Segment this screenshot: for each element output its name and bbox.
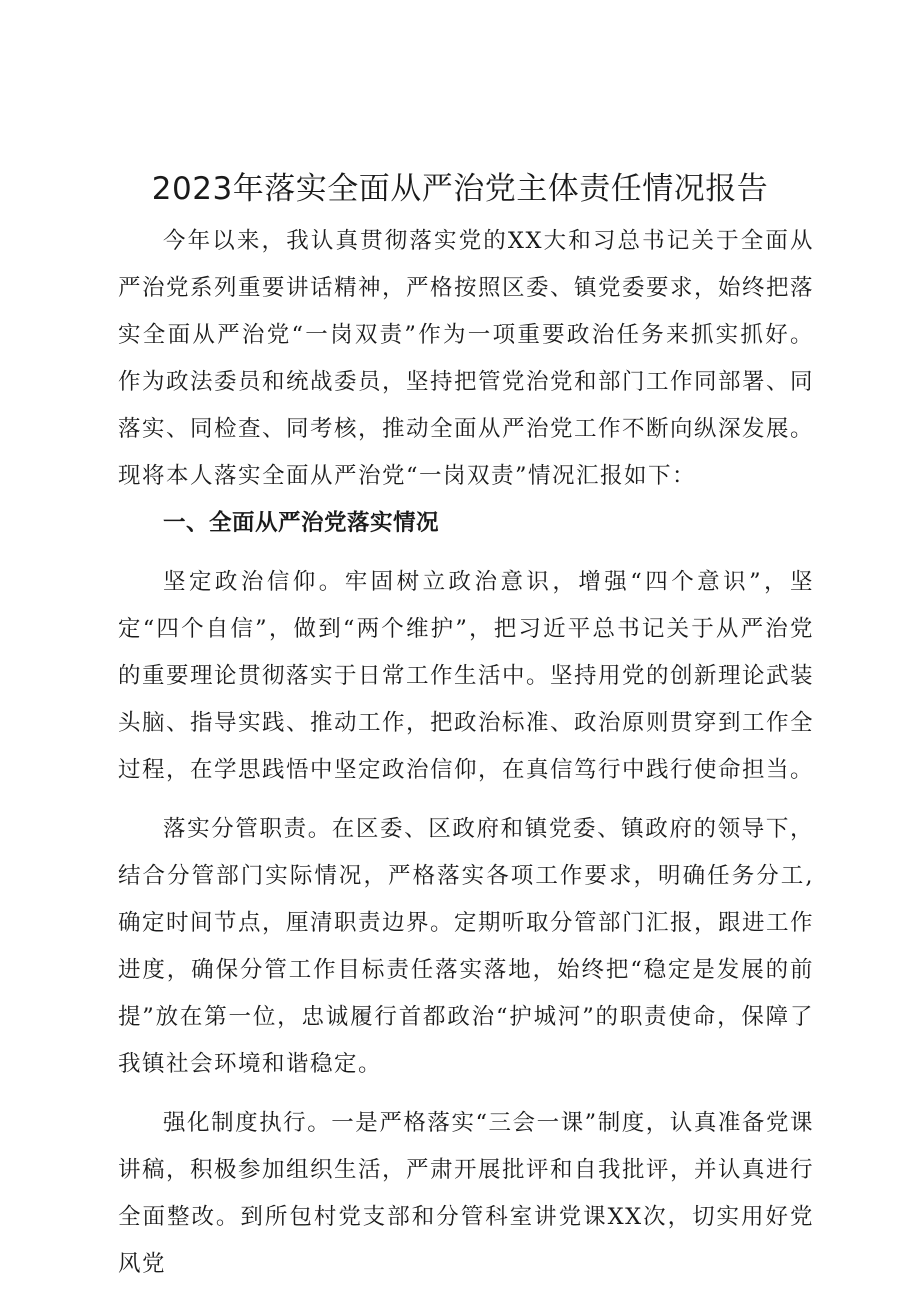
document-title: 2023年落实全面从严治党主体责任情况报告 (151, 171, 769, 207)
paragraph-political-belief: 坚定政治信仰。牢固树立政治意识，增强“四个意识”，坚定“四个自信”，做到“两个维护”，把习近平总书记关于从严治党的重要理论贯彻落实于日常工作生活中。坚持用党的创新理论武装头脑、指导实践、推动工作，把政治标准、政治原则贯穿到工作全过程，在学思践悟中坚定政治信仰，在真信笃行中践行使命担当。 (118, 569, 815, 783)
intro-paragraph: 今年以来，我认真贯彻落实党的XX大和习总书记关于全面从严治党系列重要讲话精神，严格按照区委、镇党委要求，始终把落实全面从严治党“一岗双责”作为一项重要政治任务来抓实抓好。作为政法委员和统战委员，坚持把管党治党和部门工作同部署、同落实、同检查、同考核，推动全面从严治党工作不断向纵深发展。现将本人落实全面从严治党“一岗双责”情况汇报如下： (118, 228, 815, 489)
section-heading: 一、全面从严治党落实情况 (163, 510, 440, 536)
paragraph-duties: 落实分管职责。在区委、区政府和镇党委、镇政府的领导下，结合分管部门实际情况，严格落实各项工作要求，明确任务分工,确定时间节点，厘清职责边界。定期听取分管部门汇报，跟进工作进度，确保分管工作目标责任落实落地，始终把“稳定是发展的前提”放在第一位，忠诚履行首都政治“护城河”的职责使命，保障了我镇社会环境和谐稳定。 (118, 816, 815, 1077)
paragraph-system-execution: 强化制度执行。一是严格落实“三会一课”制度，认真准备党课讲稿，积极参加组织生活，严肃开展批评和自我批评，并认真进行全面整改。到所包村党支部和分管科室讲党课XX次，切实用好党风党 (118, 1110, 815, 1277)
document-body (118, 218, 814, 1288)
